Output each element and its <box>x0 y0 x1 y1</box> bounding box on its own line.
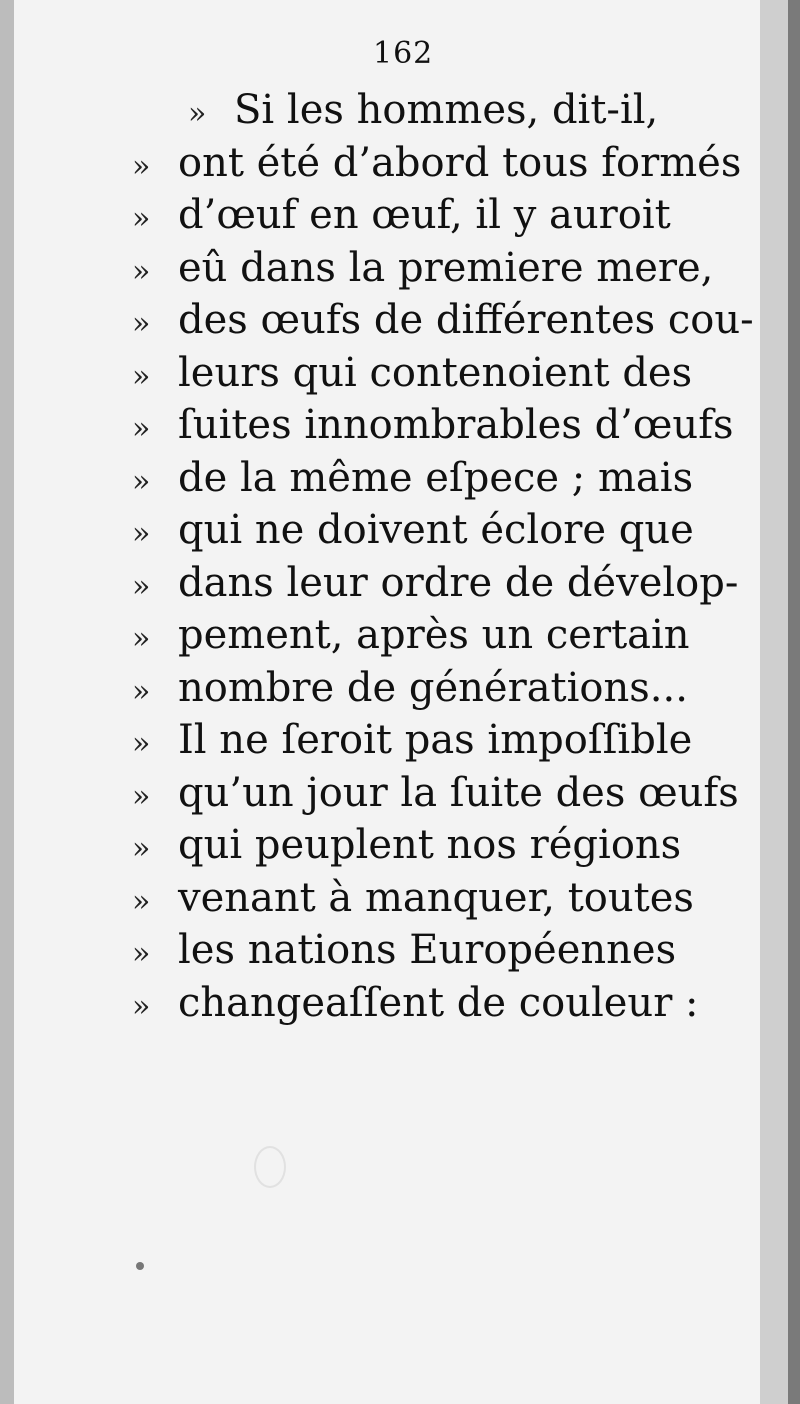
line-text: eû dans la premiere mere, <box>178 244 714 291</box>
line-text: les nations Européennes <box>178 927 677 973</box>
quote-mark: » <box>132 726 151 761</box>
line-text: de la même eſpece ; mais <box>178 454 694 501</box>
line-text: qui ne doivent éclore que <box>178 507 694 553</box>
quote-mark: » <box>132 411 151 446</box>
line-text: qu’un jour la ſuite des œufs <box>178 769 739 816</box>
text-line <box>132 714 732 767</box>
line-text: qui peuplent nos régions <box>178 822 682 868</box>
line-text: des œufs de différentes cou- <box>178 297 754 343</box>
text-line <box>132 872 732 925</box>
quote-mark: » <box>132 148 151 184</box>
quote-mark: » <box>188 96 207 131</box>
quote-mark: » <box>132 306 151 341</box>
quote-mark: » <box>132 988 151 1024</box>
quote-mark: » <box>132 621 151 656</box>
text-line <box>132 84 732 137</box>
ink-speck <box>136 1262 144 1270</box>
text-line <box>132 347 732 400</box>
text-line <box>132 767 739 820</box>
quote-mark: » <box>132 463 151 499</box>
line-text: d’œuf en œuf, il y auroit <box>178 192 671 238</box>
text-line <box>132 137 742 190</box>
text-line <box>132 557 739 610</box>
text-line <box>132 189 732 242</box>
line-text: ſuites innombrables d’œufs <box>178 402 734 448</box>
line-text: Si les hommes, dit-il, <box>234 87 659 133</box>
text-line <box>132 662 732 715</box>
line-text: dans leur ordre de dévelop- <box>178 559 739 606</box>
text-line <box>132 819 732 872</box>
line-text: venant à manquer, toutes <box>178 874 694 921</box>
text-line <box>132 504 732 557</box>
faint-ornament <box>254 1146 286 1188</box>
body-text <box>132 84 754 1029</box>
line-text: Il ne ſeroit pas impoſſible <box>178 717 693 763</box>
text-line <box>132 399 732 452</box>
text-line <box>132 977 732 1030</box>
quote-mark: » <box>132 516 151 551</box>
page-edge <box>788 0 800 1404</box>
quote-mark: » <box>132 568 151 604</box>
line-text: leurs qui contenoient des <box>178 349 693 396</box>
text-line <box>132 452 732 505</box>
quote-mark: » <box>132 201 151 236</box>
text-line <box>132 609 732 662</box>
text-line <box>132 294 754 347</box>
line-text: pement, après un certain <box>178 612 690 658</box>
quote-mark: » <box>132 936 151 971</box>
quote-mark: » <box>132 673 151 709</box>
quote-mark: » <box>132 831 151 866</box>
quote-mark: » <box>132 253 151 289</box>
page-gutter-left <box>0 0 14 1404</box>
line-text: nombre de générations... <box>178 664 688 711</box>
line-text: ont été d’abord tous formés <box>178 139 742 186</box>
page-number: 162 <box>373 36 434 71</box>
text-line <box>132 242 732 295</box>
quote-mark: » <box>132 358 151 394</box>
text-line <box>132 924 732 977</box>
line-text: changeaſſent de couleur : <box>178 979 699 1026</box>
quote-mark: » <box>132 883 151 919</box>
quote-mark: » <box>132 778 151 814</box>
